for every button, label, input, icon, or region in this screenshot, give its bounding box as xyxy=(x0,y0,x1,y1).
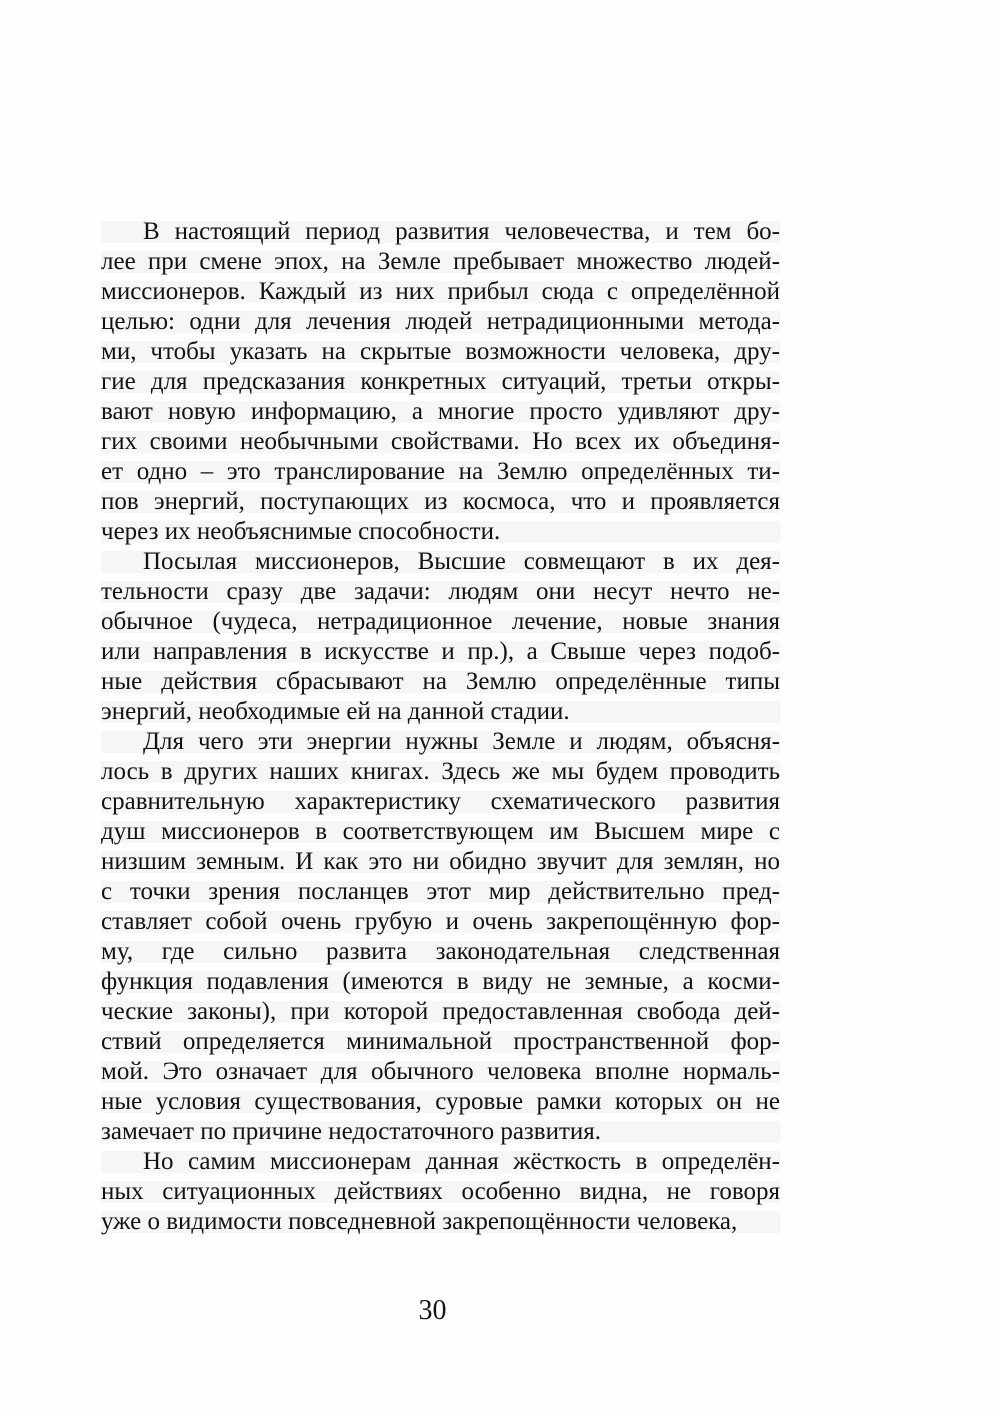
text-line: целью: одни для лечения людей нетрадиционными метода- xyxy=(101,308,780,335)
text-line: ных ситуационных действиях особенно видна, не говоря xyxy=(101,1178,780,1205)
text-line: пов энергий, поступающих из космоса, что и проявляется xyxy=(101,488,780,515)
text-line: му, где сильно развита законодательная следственная xyxy=(101,938,780,965)
text-line: душ миссионеров в соответствующем им Высшем мире с xyxy=(101,818,780,845)
paragraph-4 xyxy=(101,1147,780,1237)
text-line: ставляет собой очень грубую и очень закрепощённую фор- xyxy=(101,908,780,935)
text-line: Посылая миссионеров, Высшие совмещают в их дея- xyxy=(101,547,780,577)
text-line: или направления в искусстве и пр.), а Свыше через подоб- xyxy=(101,638,780,665)
text-line: сравнительную характеристику схематического развития xyxy=(101,788,780,815)
text-line: Для чего эти энергии нужны Земле и людям, объясня- xyxy=(101,727,780,757)
text-line: функция подавления (имеются в виду не земные, а косми- xyxy=(101,968,780,995)
text-line: В настоящий период развития человечества, и тем бо- xyxy=(101,217,780,247)
text-line: ные условия существования, суровые рамки которых он не xyxy=(101,1088,780,1115)
text-line: лось в других наших книгах. Здесь же мы будем проводить xyxy=(101,758,780,785)
text-line: низшим земным. И как это ни обидно звучит для землян, но xyxy=(101,848,780,875)
text-line: гих своими необычными свойствами. Но всех их объединя- xyxy=(101,428,780,455)
text-line: обычное (чудеса, нетрадиционное лечение, новые знания xyxy=(101,608,780,635)
text-block xyxy=(101,217,780,1237)
paragraph-3 xyxy=(101,727,780,1147)
text-line: лее при смене эпох, на Земле пребывает множество людей- xyxy=(101,248,780,275)
page-number: 30 xyxy=(418,1295,447,1326)
text-line: ческие законы), при которой предоставленная свобода дей- xyxy=(101,998,780,1025)
text-line: гие для предсказания конкретных ситуаций, третьи откры- xyxy=(101,368,780,395)
paragraph-2 xyxy=(101,547,780,727)
paragraph-1 xyxy=(101,217,780,547)
text-line: миссионеров. Каждый из них прибыл сюда с определённой xyxy=(101,278,780,305)
text-line: ет одно – это транслирование на Землю определённых ти- xyxy=(101,458,780,485)
text-line: ствий определяется минимальной пространственной фор- xyxy=(101,1028,780,1055)
text-line: уже о видимости повседневной закрепощённости человека, xyxy=(101,1207,780,1237)
text-line: с точки зрения посланцев этот мир действительно пред- xyxy=(101,878,780,905)
text-line: вают новую информацию, а многие просто удивляют дру- xyxy=(101,398,780,425)
text-line: ми, чтобы указать на скрытые возможности человека, дру- xyxy=(101,338,780,365)
text-line: ные действия сбрасывают на Землю определённые типы xyxy=(101,668,780,695)
text-line: мой. Это означает для обычного человека вполне нормаль- xyxy=(101,1058,780,1085)
text-line: тельности сразу две задачи: людям они несут нечто не- xyxy=(101,578,780,605)
text-line: через их необъяснимые способности. xyxy=(101,517,780,547)
text-line: энергий, необходимые ей на данной стадии. xyxy=(101,697,780,727)
text-line: замечает по причине недостаточного развития. xyxy=(101,1117,780,1147)
text-line: Но самим миссионерам данная жёсткость в определён- xyxy=(101,1147,780,1177)
